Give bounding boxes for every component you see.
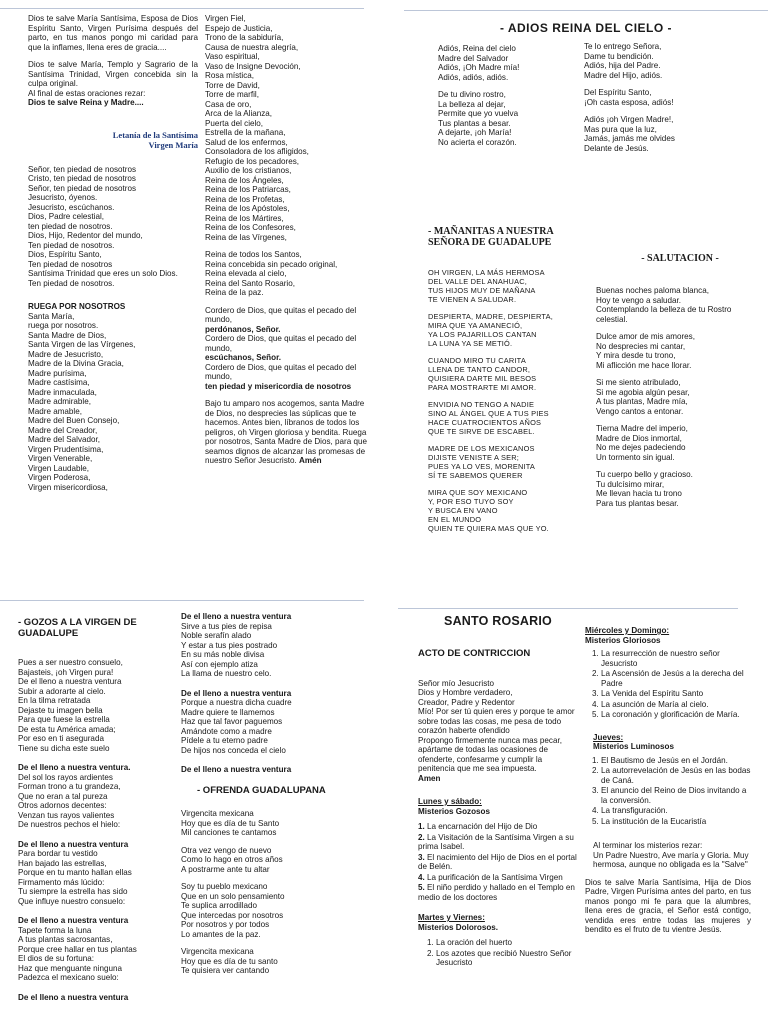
ofrenda-stanza-1: Virgencita mexicana Hoy que es día de tu Santo Mil canciones te cantamos [181, 809, 280, 837]
gozosos-title: Misterios Gozosos [418, 806, 490, 816]
ofrenda-stanza-2: Otra vez vengo de nuevo Como lo hago en otros años A postrarme ante tu altar [181, 845, 283, 874]
litany-titles-2: Virgen Fiel, Espejo de Justicia, Trono de la sabiduría, Causa de nuestra alegría, Vaso espiritual, Vaso de Insigne Devoción, Rosa mística, Torre de David, Torre de marfil, Casa de oro, Arca de la Alianza, Puerta del cielo, Estrella de la mañana, Salud de los enfermos, Consoladora de los afligidos, Refugio de los pecadores, Auxilio de los cristianos, Reina de los Ángeles, Reina de los Patriarcas, Reina de los Profetas, Reina de los Apóstoles, Reina de los Mártires, Reina de los Confesores, Reina de las Vírgenes, [205, 14, 309, 242]
mystery-item: 2. Los azotes que recibió Nuestro Señor Jesucristo [436, 949, 578, 968]
litany-titles-3: Reina de todos los Santos, Reina concebida sin pecado original, Reina elevada al cielo, Reina del Santo Rosario, Reina de la paz. [205, 250, 338, 297]
kyrie-text: Señor, ten piedad de nosotros Cristo, ten piedad de nosotros Señor, ten piedad de nosotros Jesucristo, óyenos. Jesucristo, escúchanos. Dios, Padre celestial, ten piedad de nosotros. Dios, Hijo, Redentor del mundo, Ten piedad de nosotros. Dios, Espíritu Santo, Ten piedad de nosotros Santísima Trinidad que eres un solo Dios. Ten piedad de nosotros. [28, 164, 178, 288]
gozosos-day: Lunes y sábado: [418, 797, 482, 806]
ave-final-text: Dios te salve María Santísima, Hija de Dios Padre, Virgen Purísima antes del parto, en tus manos pongo mi fe para que la alumbres, llena eres de gracia, el Señor está contigo, vendida eres entre todas las mujeres y bendito es el fruto de tu vientre Jesús. [585, 877, 751, 934]
mystery-number: 2. [418, 832, 427, 842]
top-left-col2 [205, 14, 367, 614]
ofrenda-title: - OFRENDA GUADALUPANA [197, 784, 326, 796]
gozosos-list [418, 822, 578, 902]
mananitas-stanza-5: MADRE DE LOS MEXICANOS DIJISTE VENISTE A SER; PUES YA LO VES, MORENITA SÍ TE SABEMOS QUERER [428, 444, 536, 480]
bottom-right-rule [398, 608, 738, 609]
adios-stanza-4: Del Espíritu Santo, ¡Oh casta esposa, adiós! [584, 88, 674, 107]
mystery-item: 4. La transfiguración. [601, 806, 751, 816]
adios-stanza-3: Te lo entrego Señora, Dame tu bendición. Adiós, hija del Padre. Madre del Hijo, adiós. [584, 42, 663, 80]
mystery-item: 3. El nacimiento del Hijo de Dios en el portal de Belén. [418, 852, 577, 871]
refrain-2: De el lleno a nuestra ventura [18, 839, 129, 849]
mystery-number: 5. [418, 883, 427, 892]
mystery-item: 2. La Ascensión de Jesús a la derecha del Padre [601, 669, 751, 688]
refrain-7: De el lleno a nuestra ventura [181, 765, 292, 774]
luminosos-title: Misterios Luminosos [593, 742, 674, 751]
mystery-item: 2. La autorrevelación de Jesús en las bodas de Caná. [601, 766, 751, 785]
mystery-item: 5. El niño perdido y hallado en el Templo en medio de los doctores [418, 883, 575, 902]
gozos-stanza-5: Porque a nuestra dicha cuadre Madre quiere te llamemos Haz que tal favor paguemos Amándote como a madre Pídele a tu eterno padre De hijos nos conceda el cielo [181, 698, 292, 755]
salutacion-section [596, 243, 764, 533]
litany-title: Letanía de la Santísima Virgen María [112, 130, 198, 150]
mystery-item: 4. La asunción de María al cielo. [601, 700, 751, 710]
mystery-item: 1. La encarnación del Hijo de Dio [418, 822, 538, 831]
mananitas-stanza-3: CUANDO MIRO TU CARITA LLENA DE TANTO CANDOR, QUISIERA DARTE MIL BESOS PARA MOSTRARTE MI AMOR. [428, 356, 537, 392]
contricion-title: ACTO DE CONTRICCION [418, 648, 531, 659]
ave-templo-text: Dios te salve María, Templo y Sagrario de la Santísima Trinidad, Virgen concebida sin la culpa original. [28, 60, 198, 88]
ave-esposa-text: Dios te salve María Santísima, Esposa de Dios Espíritu Santo, Virgen Purísima después del parto, en tus manos pongo mi caridad para que la inflames, llena eres de gracia.... [28, 14, 198, 52]
sub-tuum-amen: Amén [299, 456, 322, 465]
bottom-left-rule [0, 600, 364, 601]
final-intro: Al final de estas oraciones rezar: [28, 88, 146, 98]
mystery-number: 4. [418, 872, 427, 882]
salutacion-stanza-2: Dulce amor de mis amores, No desprecies mi cantar, Y mira desde tu trono, Mi aflicción me hace llorar. [596, 332, 695, 370]
contricion-text: Señor mío Jesucristo Dios y Hombre verdadero, Creador, Padre y Redentor Mío! Por ser tú quien eres y porque te amor sobre todas las cosas, me pesa de todo corazón haberte ofendido Propongo firmemente nunca mas pecar, apártame de todas las ocasiones de ofenderte, confesarme y cumplir la penitencia que me sea impuesta. [418, 678, 575, 773]
mystery-item: 1. La resurrección de nuestro señor Jesucristo [601, 649, 751, 668]
ofrenda-stanza-3: Soy tu pueblo mexicano Que en un solo pensamiento Te suplica arrodillado Que intercedas por nosotros Por nosotros y por todos Lo amantes de la paz. [181, 882, 285, 939]
mystery-number: 3. [418, 852, 427, 862]
gloriosos-title: Misterios Gloriosos [585, 635, 661, 645]
refrain-1: De el lleno a nuestra ventura. [18, 763, 131, 772]
refrain-5: De el lleno a nuestra ventura [181, 612, 292, 621]
luminosos-day: Jueves: [593, 732, 624, 742]
mystery-item: 1. El Bautismo de Jesús en el Jordán. [601, 756, 751, 766]
mystery-item: 5. La institución de la Eucaristía [601, 817, 751, 827]
gozos-col2 [181, 612, 331, 1024]
adios-stanza-1: Adiós, Reina del cielo Madre del Salvador Adiós, ¡Oh Madre mía! Adiós, adiós, adiós. [438, 44, 520, 82]
mystery-number: 1. [418, 822, 427, 831]
mananitas-stanza-2: DESPIERTA, MADRE, DESPIERTA, MIRA QUE YA AMANECIÓ, YA LOS PAJARILLOS CANTAN LA LUNA YA SE METIÓ. [428, 312, 553, 348]
contricion-amen: Amen [418, 773, 441, 783]
mananitas-stanza-4: ENVIDIA NO TENGO A NADIE SINO AL ÁNGEL QUE A TUS PIES HACE CUATROCIENTOS AÑOS QUE TE SIRVE DE ESCABEL. [428, 400, 549, 436]
adios-stanza-2: De tu divino rostro, La belleza al dejar, Permite que yo vuelva Tus plantas a besar. A dejarte, ¡oh María! No acierta el corazón. [438, 90, 519, 147]
mystery-item: 4. La purificación de la Santísima Virgen [418, 872, 563, 882]
agnus-3-response: ten piedad y misericordia de nosotros [205, 381, 352, 391]
dolorosos-list [418, 938, 578, 968]
salutacion-stanza-5: Tu cuerpo bello y gracioso. Tu dulcísimo mirar, Me llevan hacia tu trono Para tus plantas besar. [596, 470, 693, 508]
top-right-rule [404, 10, 768, 11]
mystery-item: 1. La oración del huerto [436, 938, 578, 948]
salutacion-title: - SALUTACION - [641, 253, 719, 264]
adios-title: - ADIOS REINA DEL CIELO - [499, 21, 673, 35]
mystery-item: 2. La Visitación de la Santísima Virgen a su prima Isabel. [418, 832, 574, 851]
sub-tuum-text: Bajo tu amparo nos acogemos, santa Madre de Dios, no desprecies las súplicas que te hacemos. Antes bien, líbranos de todos los peligros, oh Virgen gloriosa y bendita. Ruega por nosotros, Santa Madre de Dios, para que seamos dignos de alcanzar las promesas de nuestro Señor Jesucristo. [205, 399, 367, 465]
gozos-intro: Pues a ser nuestro consuelo, Bajasteis, ¡oh Virgen pura! De el lleno a nuestra ventura Subir a adorarte al cielo. En la tilma retratada Dejaste tu imagen bella Para que fuese la estrella De esta tu América amada; Por eso en ti asegurada Tiene su dicha este suelo [18, 658, 123, 753]
ruega-heading: RUEGA POR NOSOTROS [28, 302, 126, 311]
gozos-col1 [18, 607, 168, 1024]
refrain-4: De el lleno a nuestra ventura [18, 992, 129, 1002]
agnus-2-response: escúchanos, Señor. [205, 353, 282, 362]
salutacion-stanza-3: Si me siento atribulado, Si me agobia algún pesar, A tus plantas, Madre mía, Vengo cantos a entonar. [596, 378, 690, 416]
gozos-stanza-1: Del sol los rayos ardientes Forman trono a tu grandeza, Que no eran a tal pureza Otros adornos decentes: Venzan tus rayos valientes De nuestros pechos el hielo: [18, 772, 121, 829]
mystery-item: 3. La Venida del Espíritu Santo [601, 689, 751, 699]
litany-titles-1: Santa María, ruega por nosotros. Santa Madre de Dios, Santa Virgen de las Vírgenes, Madre de Jesucristo, Madre de la Divina Gracia, Madre purísima, Madre castísima, Madre inmaculada, Madre admirable, Madre amable, Madre del Buen Consejo, Madre del Creador, Madre del Salvador, Virgen Prudentísima, Virgen Venerable, Virgen Laudable, Virgen Poderosa, Virgen misericordiosa, [28, 311, 136, 492]
rosario-title: SANTO ROSARIO [444, 614, 552, 628]
rosario-col1 [418, 614, 578, 1024]
mananitas-title: - MAÑANITAS A NUESTRA SEÑORA DE GUADALUPE [428, 226, 554, 248]
rosario-col2 [585, 626, 751, 1024]
adios-title-wrap [404, 19, 768, 35]
salutacion-stanza-1: Buenas noches paloma blanca, Hoy te vengo a saludar. Contemplando la belleza de tu Rostro celestial. [596, 286, 732, 324]
luminosos-list [585, 756, 751, 827]
adios-col1 [438, 44, 578, 184]
salve-bold: Dios te salve Reina y Madre.... [28, 98, 144, 107]
dolorosos-day: Martes y Viernes: [418, 913, 485, 922]
mananitas-section [428, 216, 588, 576]
adios-col2 [584, 42, 764, 187]
dolorosos-title: Misterios Dolorosos. [418, 922, 499, 932]
agnus-1: Cordero de Dios, que quitas el pecado del mundo, [205, 305, 357, 324]
top-left-rule [0, 8, 364, 9]
gozos-stanza-3: Tapete forma la luna A tus plantas sacrosantas, Porque cree hallar en tus plantas El dios de su fortuna: Haz que menguante ninguna Padezca el mexicano suelo: [18, 925, 137, 982]
agnus-3: Cordero de Dios, que quitas el pecado del mundo, [205, 362, 357, 381]
mystery-item: 3. El anuncio del Reino de Dios invitando a la conversión. [601, 786, 751, 805]
salutacion-stanza-4: Tierna Madre del imperio, Madre de Dios inmortal, No me dejes padeciendo Un tormento sin igual. [596, 424, 688, 462]
agnus-2: Cordero de Dios, que quitas el pecado del mundo, [205, 334, 357, 353]
agnus-1-response: perdónanos, Señor. [205, 324, 281, 334]
refrain-6: De el lleno a nuestra ventura [181, 688, 292, 698]
top-left-col1 [28, 14, 198, 614]
gozos-stanza-4: Sirve a tus pies de repisa Noble serafín alado Y estar a tus pies postrado En su más noble divisa Así con ejemplo atiza La llama de nuestro celo. [181, 621, 278, 678]
mananitas-stanza-6: MIRA QUE SOY MEXICANO Y, POR ESO TUYO SOY Y BUSCA EN VANO EN EL MUNDO QUIEN TE QUIERA MAS QUE YO. [428, 488, 549, 533]
gozos-stanza-2: Para bordar tu vestido Han bajado las estrellas, Porque en tu manto hallan ellas Firmamento más lúcido: Tu siempre la estrella has sido Que influye nuestro consuelo: [18, 849, 132, 906]
mananitas-stanza-1: OH VIRGEN, LA MÁS HERMOSA DEL VALLE DEL ANAHUAC, TUS HIJOS MUY DE MAÑANA TE VIENEN A SALUDAR. [428, 268, 545, 304]
adios-stanza-5: Adiós ¡oh Virgen Madre!, Mas pura que la luz, Jamás, jamás me olvides Delante de Jesús. [584, 115, 675, 153]
refrain-3: De el lleno a nuestra ventura [18, 916, 129, 925]
ofrenda-stanza-4: Virgencita mexicana Hoy que es día de tu santo Te quisiera ver cantando [181, 947, 278, 975]
mystery-item: 5. La coronación y glorificación de María. [601, 710, 751, 720]
gloriosos-list [585, 649, 751, 720]
gloriosos-day: Miércoles y Domingo: [585, 626, 670, 635]
terminar-text: Al terminar los misterios rezar: Un Padre Nuestro, Ave maría y Gloria. Muy hermosa, aunque no obligada es la "Salve" [593, 841, 749, 869]
gozos-title: - GOZOS A LA VIRGEN DE GUADALUPE [18, 616, 137, 639]
